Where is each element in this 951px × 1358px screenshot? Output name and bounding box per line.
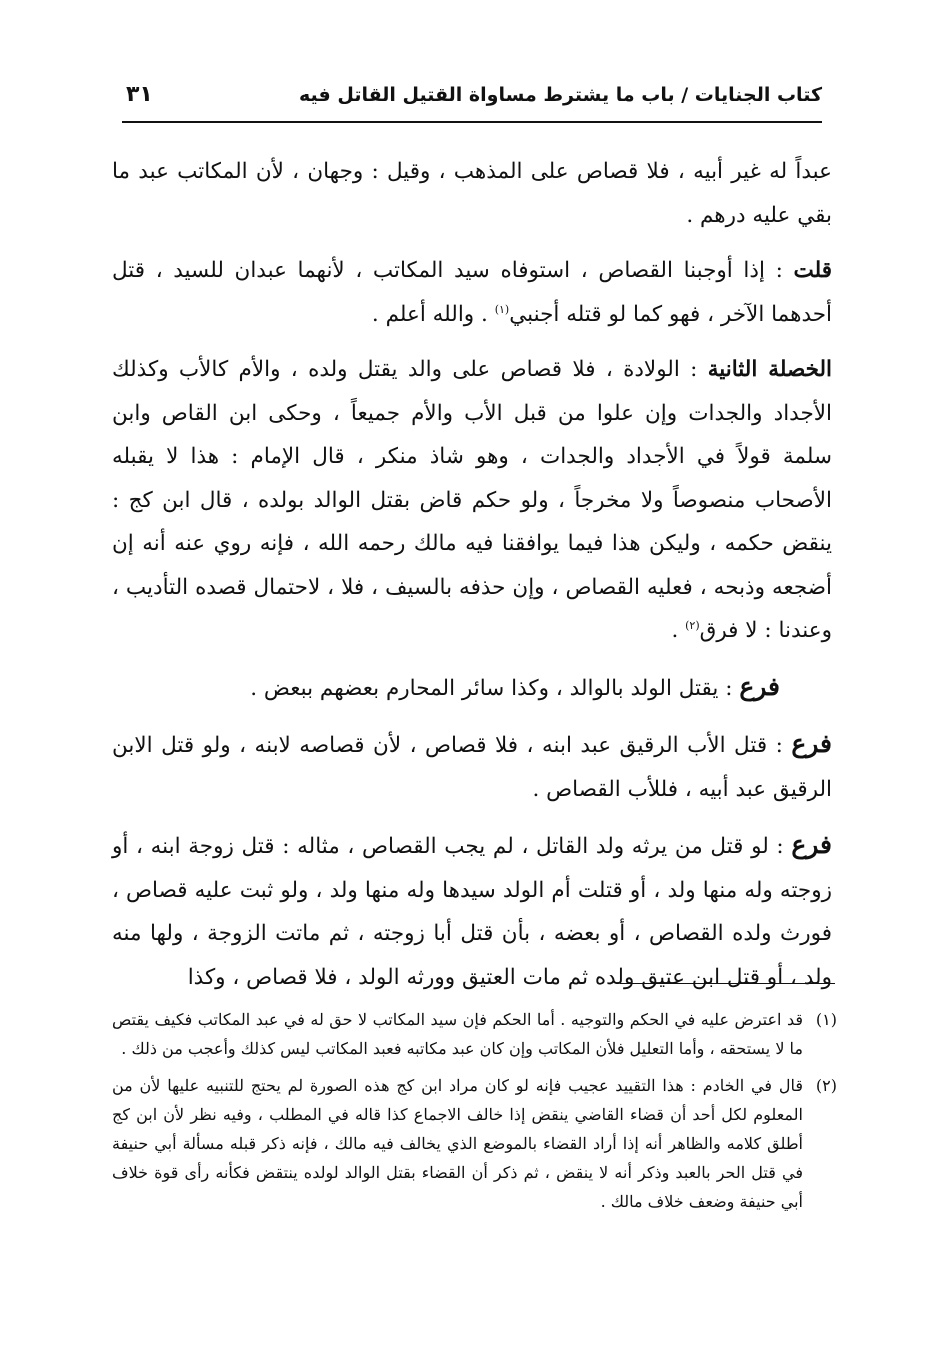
footnote-marker[interactable]: (١) xyxy=(494,302,510,316)
page-number: ٣١ xyxy=(126,82,153,107)
paragraph-text-tail: . xyxy=(671,618,686,643)
paragraph-text: : قتل الأب الرقيق عبد ابنه ، فلا قصاص ، لأن قصاصه لابنه ، ولو قتل الابن الرقيق عبد أبيه ، فللأب القصاص . xyxy=(112,733,832,802)
paragraph-4 xyxy=(112,665,832,711)
footnote-1 xyxy=(112,1005,837,1063)
running-header xyxy=(122,80,822,116)
paragraph-text-tail: . والله أعلم . xyxy=(371,301,495,327)
main-text xyxy=(112,150,832,1011)
paragraph-2 xyxy=(112,249,832,336)
paragraph-text: عبداً له غير أبيه ، فلا قصاص على المذهب ، وقيل : وجهان ، لأن المكاتب عبد ما بقي عليه درهم . xyxy=(112,159,832,228)
paragraph-text: : إذا أوجبنا القصاص ، استوفاه سيد المكاتب ، لأنهما عبدان للسيد ، قتل أحدهما الآخر ، فهو كما لو قتله أجنبي xyxy=(112,258,832,327)
footnotes xyxy=(112,1005,837,1224)
paragraph-text: : لو قتل من يرثه ولد القاتل ، لم يجب القصاص ، مثاله : قتل زوجة ابنه ، أو زوجته وله منها ولد ، أو قتلت أم الولد سيدها وله منها ولد ، ولو ثبت عليه قصاص ، فورث ولده القصاص ، أو بعضه ، بأن قتل أبا زوجته ، ثم ماتت الزوجة ، ولها منه ولد ، أو قتل ابن عتيق ولده ثم مات العتيق وورثه الولد ، فلا قصاص ، وكذا xyxy=(112,834,832,990)
footnote-text: قد اعترض عليه في الحكم والتوجيه . أما الحكم فإن سيد المكاتب لا حق له في عبد المكاتب فكيف يقتص ما لا يستحقه ، وأما التعليل فلأن المكاتب وإن كان عبد مكاتبه فعبد المكاتب ليس كذلك وأعجب من ذلك . xyxy=(112,1010,803,1058)
paragraph-label: الخصلة الثانية xyxy=(707,357,832,382)
paragraph-label: قلت xyxy=(793,258,833,283)
footnote-marker[interactable]: (٢) xyxy=(685,618,700,632)
paragraph-text: : يقتل الولد بالوالد ، وكذا سائر المحارم بعضهم ببعض . xyxy=(250,675,733,701)
paragraph-label: فرع xyxy=(791,830,832,859)
footnote-2 xyxy=(112,1071,837,1216)
header-rule xyxy=(122,121,822,123)
paragraph-text: : الولادة ، فلا قصاص على والد يقتل ولده ، والأم كالأب وكذلك الأجداد والجدات وإن علوا من قبل الأب والأم جميعاً ، وحكى ابن القاص وابن سلمة قولاً في الأجداد والجدات ، وهو شاذ منكر ، قال الإمام : هذا لا يقبله الأصحاب منصوصاً ولا مخرجاً ، ولو حكم قاض بقتل الوالد بولده ، قال ابن كج : ينقض حكمه ، وليكن هذا فيما يوافقنا فيه مالك رحمه الله ، فإنه روي عنه أنه إن أضجعه وذبحه ، فعليه القصاص ، وإن حذفه بالسيف ، فلا ، لاحتمال قصده التأديب ، وعندنا : لا فرق xyxy=(112,357,832,643)
paragraph-label: فرع xyxy=(791,729,832,758)
header-title: كتاب الجنايات / باب ما يشترط مساواة القتيل القاتل فيه xyxy=(299,84,822,106)
paragraph-6 xyxy=(112,823,832,999)
paragraph-3 xyxy=(112,348,832,653)
footnote-separator xyxy=(620,983,835,984)
footnote-text: قال في الخادم : هذا التقييد عجيب فإنه لو كان مراد ابن كج هذه الصورة لم يحتج للتنبيه عليها لأن من المعلوم لكل أحد أن قضاء القاضي ينقض إذا خالف الاجماع كذا قاله في المطلب ، وفيه نظر لأن ابن كج أطلق كلامه والظاهر أنه إذا أراد القضاء بالموضع الذي يخالف فيه مالك ، فإنه ذكر قبله مسألة أبي حنيفة في قتل الحر بالعبد وذكر أنه لا ينقض ، ثم ذكر أن القضاء بقتل الوالد لولده ينتقض فكأنه رأى قوة خلاف أبي حنيفة وضعف خلاف مالك . xyxy=(112,1076,804,1211)
footnote-number: (١) xyxy=(815,1010,837,1029)
paragraph-1 xyxy=(112,150,832,237)
footnote-number: (٢) xyxy=(815,1076,837,1095)
paragraph-label: فرع xyxy=(739,671,780,701)
paragraph-5 xyxy=(112,722,832,811)
